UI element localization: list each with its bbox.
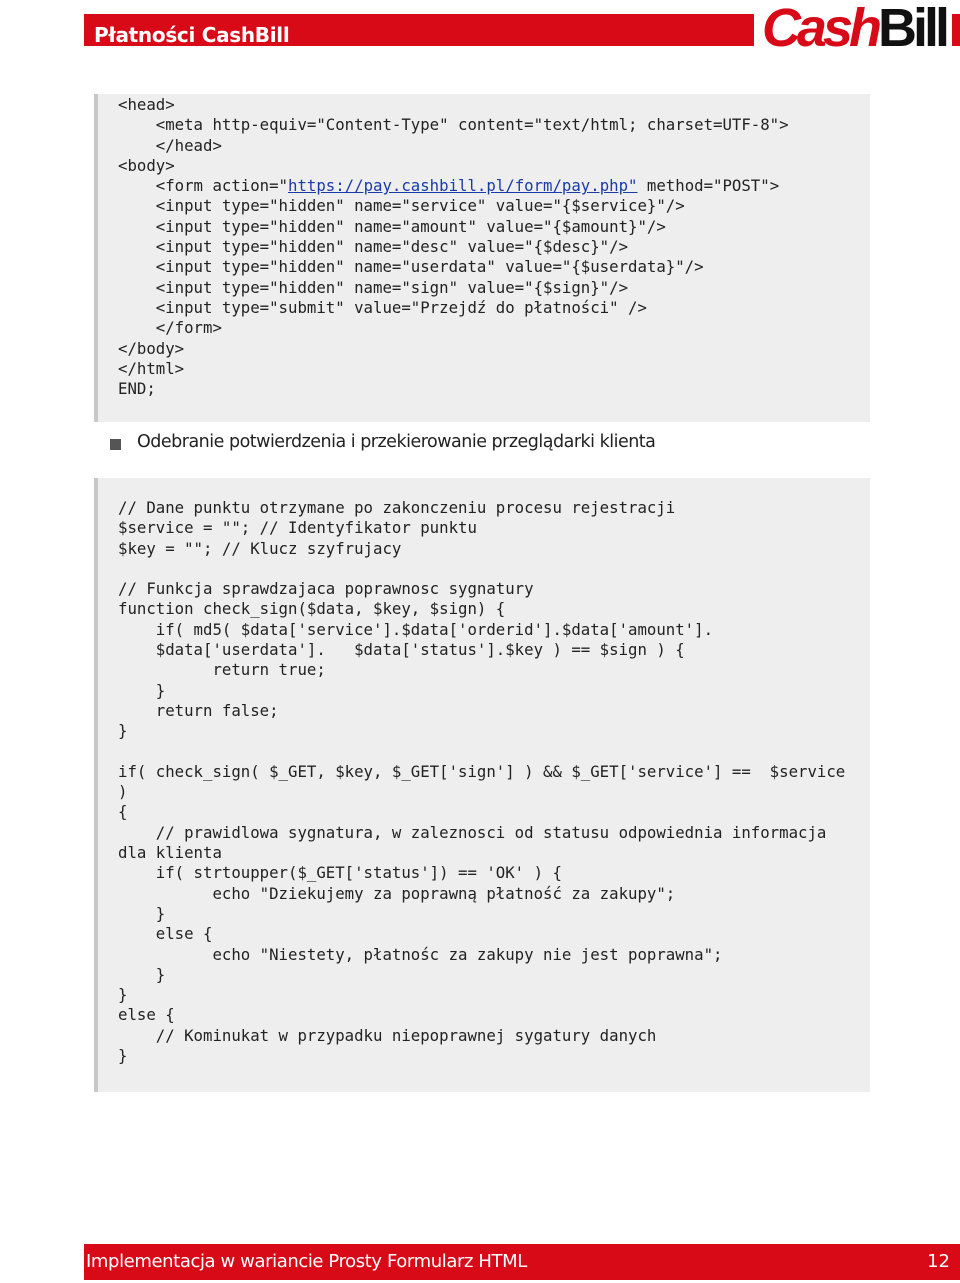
logo-cash-text: Cash [761, 0, 878, 58]
code-text-before-url: <head> <meta http-equiv="Content-Type" content="text/html; charset=UTF-8"> </head> <body> <form action=" [118, 95, 789, 196]
php-verification-code-block [94, 478, 870, 1092]
section-heading: Odebranie potwierdzenia i przekierowanie przeglądarki klienta [137, 432, 656, 452]
code-text-after-url: method="POST"> <input type="hidden" name="service" value="{$service}"/> <input type="hidden" name="amount" value="{$amount}"/> <input type="hidden" name="desc" value="{$desc}"/> <input type="hidden" name="userdata" value="{$userdata}"/> <input type="hidden" name="sign" value="{$sign}"/> <input type="submit" value="Przejdź do płatności" /> </form> </body> </html> END; [118, 176, 780, 399]
form-action-url[interactable]: https://pay.cashbill.pl/form/pay.php" [288, 176, 638, 196]
page-number: 12 [927, 1251, 950, 1272]
code-text: // Dane punktu otrzymane po zakonczeniu procesu rejestracji $service = ""; // Identyfikator punktu $key = ""; // Klucz szyfrujacy // Funkcja sprawdzajaca poprawnosc sygnatury function check_sign($data, $key, $sign) { if( md5( $data['service'].$data['orderid'].$data['amount']. $data['userdata']. $data['status'].$key ) == $sign ) { return true; } return false; } if( check_sign( $_GET, $key, $_GET['sign'] ) && $_GET['service'] == $service ) { // prawidlowa sygnatura, w zaleznosci od statusu odpowiednia informacja dla klienta if( strtoupper($_GET['status']) == 'OK' ) { echo "Dziekujemy za poprawną płatność za zakupy"; } else { echo "Niestety, płatnośc za zakupy nie jest poprawna"; } } else { // Kominukat w przypadku niepoprawnej sygatury danych } [118, 498, 846, 1066]
header-title: Płatności CashBill [94, 23, 290, 47]
page-header [84, 0, 960, 58]
footer-title: Implementacja w wariancie Prosty Formularz HTML [86, 1251, 527, 1272]
cashbill-logo [754, 0, 952, 58]
square-bullet-icon [110, 439, 121, 450]
html-form-code-block [94, 94, 870, 422]
page-footer [84, 1244, 960, 1280]
logo-bill-text: Bill [877, 0, 946, 58]
code-text [118, 95, 789, 399]
